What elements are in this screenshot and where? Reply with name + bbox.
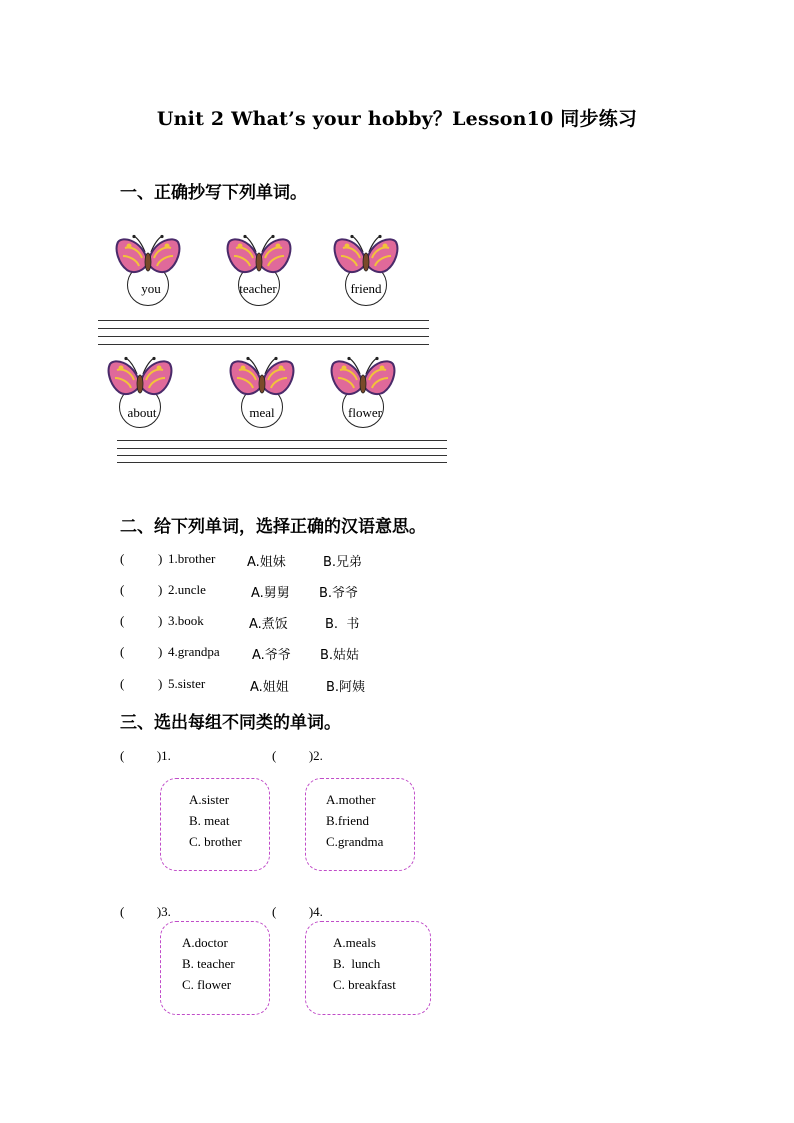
answer-paren-close: ): [158, 582, 163, 597]
word-label: you: [141, 281, 161, 296]
writing-line: [98, 328, 429, 329]
writing-line: [98, 336, 429, 337]
option-item: B. teacher: [182, 956, 235, 971]
option-b: B.阿姨: [326, 680, 366, 695]
option-item: A.mother: [326, 792, 376, 807]
answer-paren-open: (: [120, 676, 125, 691]
option-a: A.姐姐: [250, 680, 289, 695]
option-item: A.meals: [333, 935, 376, 950]
section-3-heading: 三、选出每组不同类的单词。: [120, 713, 341, 733]
option-item: C. flower: [182, 977, 232, 992]
question-word: 5.sister: [168, 676, 206, 691]
option-item: C.grandma: [326, 834, 384, 849]
writing-line: [117, 462, 447, 463]
group-label-2: ( )2.: [272, 748, 323, 763]
writing-line: [98, 344, 429, 345]
option-item: C. brother: [189, 834, 242, 849]
question-word: 3.book: [168, 613, 204, 628]
option-item: A.doctor: [182, 935, 228, 950]
section-1-heading: 一、正确抄写下列单词。: [120, 183, 307, 203]
word-label: about: [127, 405, 157, 420]
answer-paren-close: ): [158, 644, 163, 659]
option-b: B.兄弟: [323, 555, 363, 570]
option-b: B. 书: [325, 617, 360, 632]
option-group-3: [160, 921, 270, 1015]
writing-line: [98, 320, 429, 321]
answer-paren-close: ): [158, 551, 163, 566]
group-label-1: ( )1.: [120, 748, 171, 763]
option-item: A.sister: [189, 792, 230, 807]
answer-paren-close: ): [158, 613, 163, 628]
answer-paren-close: ): [158, 676, 163, 691]
option-a: A.煮饭: [249, 617, 288, 632]
question-word: 1.brother: [168, 551, 216, 566]
question-row: [120, 551, 420, 571]
option-a: A.姐妹: [247, 555, 286, 570]
option-item: C. breakfast: [333, 977, 396, 992]
question-row: [120, 644, 420, 664]
question-row: [120, 613, 420, 633]
page-title: Unit 2 What’s your hobby？Lesson10 同步练习: [156, 108, 638, 130]
word-label: friend: [350, 281, 382, 296]
question-word: 2.uncle: [168, 582, 206, 597]
writing-line: [117, 440, 447, 441]
section-2-heading: 二、给下列单词，选择正确的汉语意思。: [120, 517, 426, 537]
option-a: A.舅舅: [251, 586, 290, 601]
word-label: teacher: [239, 281, 277, 296]
word-label: flower: [348, 405, 382, 420]
option-b: B.姑姑: [320, 648, 360, 663]
question-word: 4.grandpa: [168, 644, 220, 659]
group-label-3: ( )3.: [120, 904, 171, 919]
option-item: B. meat: [189, 813, 230, 828]
option-group-2: [305, 778, 415, 871]
answer-paren-open: (: [120, 551, 125, 566]
option-item: B. lunch: [333, 956, 381, 971]
option-item: B.friend: [326, 813, 369, 828]
option-group-1: [160, 778, 270, 871]
option-group-4: [305, 921, 431, 1015]
option-b: B.爷爷: [319, 586, 359, 601]
writing-line: [117, 455, 447, 456]
question-row: [120, 676, 420, 696]
answer-paren-open: (: [120, 644, 125, 659]
writing-line: [117, 448, 447, 449]
answer-paren-open: (: [120, 613, 125, 628]
group-label-4: ( )4.: [272, 904, 323, 919]
option-a: A.爷爷: [252, 648, 291, 663]
word-label: meal: [249, 405, 275, 420]
question-row: [120, 582, 420, 602]
answer-paren-open: (: [120, 582, 125, 597]
